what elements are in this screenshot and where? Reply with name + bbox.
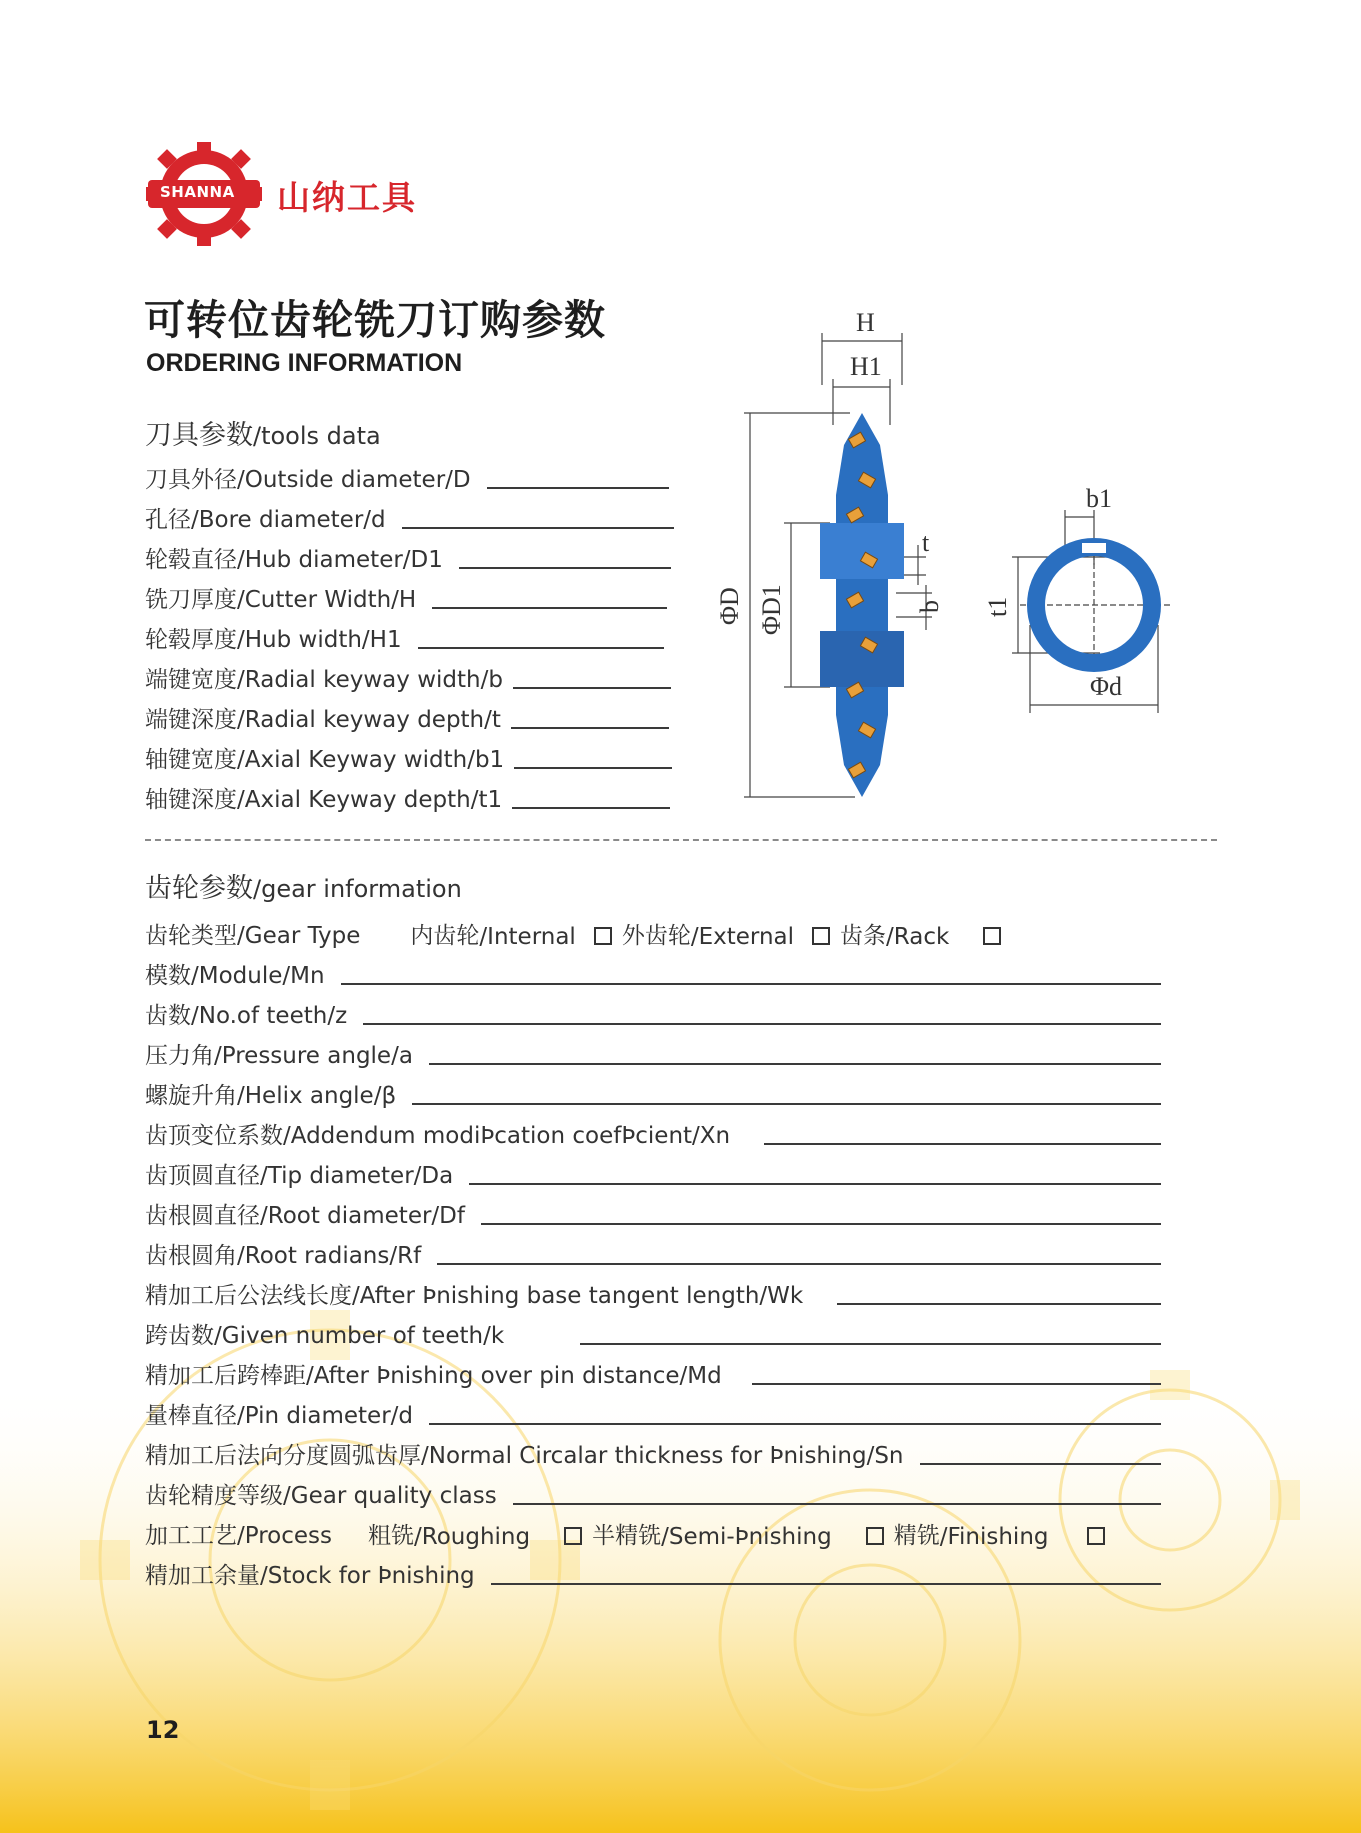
label-H: H xyxy=(856,308,875,337)
tool-field-axial-keyway-depth xyxy=(145,782,670,814)
roughing-checkbox[interactable] xyxy=(564,1527,582,1545)
field-blank[interactable] xyxy=(418,647,664,649)
field-blank[interactable] xyxy=(412,1103,1161,1105)
label-t1: t1 xyxy=(983,596,1012,617)
page-number: 12 xyxy=(146,1716,180,1744)
label-b: b xyxy=(915,600,944,613)
page-subtitle: ORDERING INFORMATION xyxy=(146,349,463,377)
field-label: 齿顶圆直径/Tip diameter/Da xyxy=(145,1163,454,1189)
external-checkbox[interactable] xyxy=(812,927,830,945)
tool-field-outside-diameter xyxy=(145,462,669,494)
cutter-diagram xyxy=(700,295,1170,815)
gear-field-teeth xyxy=(145,998,1161,1030)
logo-wordmark: SHANNA xyxy=(160,183,235,201)
tool-field-axial-keyway-width xyxy=(145,742,672,774)
gear-field-addendum xyxy=(145,1118,1161,1150)
field-label: 齿轮精度等级/Gear quality class xyxy=(145,1483,497,1509)
field-blank[interactable] xyxy=(363,1023,1161,1025)
field-blank[interactable] xyxy=(429,1423,1161,1425)
tool-field-bore-diameter xyxy=(145,502,674,534)
option-internal: 内齿轮 /Internal xyxy=(410,917,611,950)
cutter-body-shape xyxy=(820,413,904,797)
field-label: 模数/Module/Mn xyxy=(145,963,325,989)
semi-finishing-checkbox[interactable] xyxy=(866,1527,884,1545)
option-semi-finishing: 半精铣 /Semi-Þnishing xyxy=(592,1517,884,1550)
gear-heading-cn: 齿轮参数 xyxy=(145,873,253,904)
tool-field-cutter-width xyxy=(145,582,667,614)
field-label: 跨齿数/Given number of teeth/k xyxy=(145,1323,505,1349)
label-t: t xyxy=(922,528,930,557)
gear-field-circular-thickness xyxy=(145,1438,1161,1470)
field-blank[interactable] xyxy=(752,1383,1161,1385)
tool-field-hub-diameter xyxy=(145,542,671,574)
gear-field-pressure-angle xyxy=(145,1038,1161,1070)
gear-field-quality-class xyxy=(145,1478,1161,1510)
label-H1: H1 xyxy=(850,352,882,381)
field-label: 精加工后法向分度圆弧齿厚/Normal Circalar thickness for Þnishing/Sn xyxy=(145,1443,904,1469)
gear-heading-en: /gear information xyxy=(253,875,462,903)
field-blank[interactable] xyxy=(432,607,667,609)
field-blank[interactable] xyxy=(459,567,671,569)
field-label: 端键宽度/Radial keyway width/b xyxy=(145,667,503,693)
gear-field-module xyxy=(145,958,1161,990)
process-row xyxy=(145,1518,1105,1550)
field-blank[interactable] xyxy=(513,1503,1161,1505)
gear-field-tip-diameter xyxy=(145,1158,1161,1190)
field-label: 精加工后跨棒距/After Þnishing over pin distance/Md xyxy=(145,1363,722,1389)
field-blank[interactable] xyxy=(402,527,674,529)
field-blank[interactable] xyxy=(512,807,670,809)
option-finishing: 精铣 /Finishing xyxy=(894,1517,1105,1550)
field-blank[interactable] xyxy=(514,767,672,769)
tools-heading-en: /tools data xyxy=(253,422,381,450)
field-blank[interactable] xyxy=(437,1263,1161,1265)
field-label: 轴键深度/Axial Keyway depth/t1 xyxy=(145,787,503,813)
field-label: 螺旋升角/Helix angle/β xyxy=(145,1083,397,1109)
label-phid: Φd xyxy=(1090,672,1123,701)
field-label: 齿数/No.of teeth/z xyxy=(145,1003,348,1029)
field-blank[interactable] xyxy=(487,487,669,489)
gear-field-pin-diameter xyxy=(145,1398,1161,1430)
field-blank[interactable] xyxy=(511,727,669,729)
field-blank[interactable] xyxy=(920,1463,1162,1465)
gear-field-root-radians xyxy=(145,1238,1161,1270)
field-blank[interactable] xyxy=(491,1583,1161,1585)
gear-type-row xyxy=(145,918,1001,950)
gear-type-label: 齿轮类型/Gear Type xyxy=(145,923,361,949)
field-blank[interactable] xyxy=(837,1303,1161,1305)
field-blank[interactable] xyxy=(513,687,671,689)
field-label: 精加工后公法线长度/After Þnishing base tangent length/Wk xyxy=(145,1283,804,1309)
gear-field-base-tangent xyxy=(145,1278,1161,1310)
tools-heading-cn: 刀具参数 xyxy=(145,420,253,451)
tool-field-radial-keyway-width xyxy=(145,662,671,694)
label-b1: b1 xyxy=(1086,484,1112,513)
section-divider xyxy=(145,839,1217,841)
internal-checkbox[interactable] xyxy=(594,927,612,945)
field-blank[interactable] xyxy=(580,1343,1161,1345)
process-label: 加工工艺/Process xyxy=(145,1523,332,1549)
field-label: 量棒直径/Pin diameter/d xyxy=(145,1403,414,1429)
option-roughing: 粗铣 /Roughing xyxy=(368,1517,582,1550)
field-blank[interactable] xyxy=(429,1063,1161,1065)
finishing-checkbox[interactable] xyxy=(1087,1527,1105,1545)
tool-field-hub-width xyxy=(145,622,664,654)
field-label: 铣刀厚度/Cutter Width/H xyxy=(145,587,417,613)
option-rack: 齿条 /Rack xyxy=(840,917,1001,950)
field-label: 轮毂直径/Hub diameter/D1 xyxy=(145,547,443,573)
label-phiD1: ΦD1 xyxy=(757,584,786,635)
gear-heading xyxy=(145,866,462,905)
tool-field-radial-keyway-depth xyxy=(145,702,669,734)
gear-field-root-diameter xyxy=(145,1198,1161,1230)
field-blank[interactable] xyxy=(341,983,1161,985)
option-external: 外齿轮 /External xyxy=(622,917,830,950)
gear-field-pin-distance xyxy=(145,1358,1161,1390)
field-label: 齿顶变位系数/Addendum modiÞcation coefÞcient/Xn xyxy=(145,1123,731,1149)
gear-field-given-teeth xyxy=(145,1318,1161,1350)
rack-checkbox[interactable] xyxy=(983,927,1001,945)
stock-row xyxy=(145,1558,1161,1590)
field-label: 齿根圆角/Root radians/Rf xyxy=(145,1243,422,1269)
label-phiD: ΦD xyxy=(715,587,744,625)
tools-heading xyxy=(145,413,381,452)
field-label: 轮毂厚度/Hub width/H1 xyxy=(145,627,402,653)
gear-field-helix-angle xyxy=(145,1078,1161,1110)
field-label: 齿根圆直径/Root diameter/Df xyxy=(145,1203,465,1229)
brand-name: 山纳工具 xyxy=(277,178,417,217)
field-blank[interactable] xyxy=(481,1223,1161,1225)
field-label: 精加工余量/Stock for Þnishing xyxy=(145,1563,475,1589)
field-blank[interactable] xyxy=(764,1143,1161,1145)
field-blank[interactable] xyxy=(469,1183,1161,1185)
field-label: 刀具外径/Outside diameter/D xyxy=(145,467,471,493)
field-label: 端键深度/Radial keyway depth/t xyxy=(145,707,501,733)
field-label: 轴键宽度/Axial Keyway width/b1 xyxy=(145,747,505,773)
field-label: 压力角/Pressure angle/a xyxy=(145,1043,413,1069)
field-label: 孔径/Bore diameter/d xyxy=(145,507,386,533)
page-title: 可转位齿轮铣刀订购参数 xyxy=(144,296,606,344)
